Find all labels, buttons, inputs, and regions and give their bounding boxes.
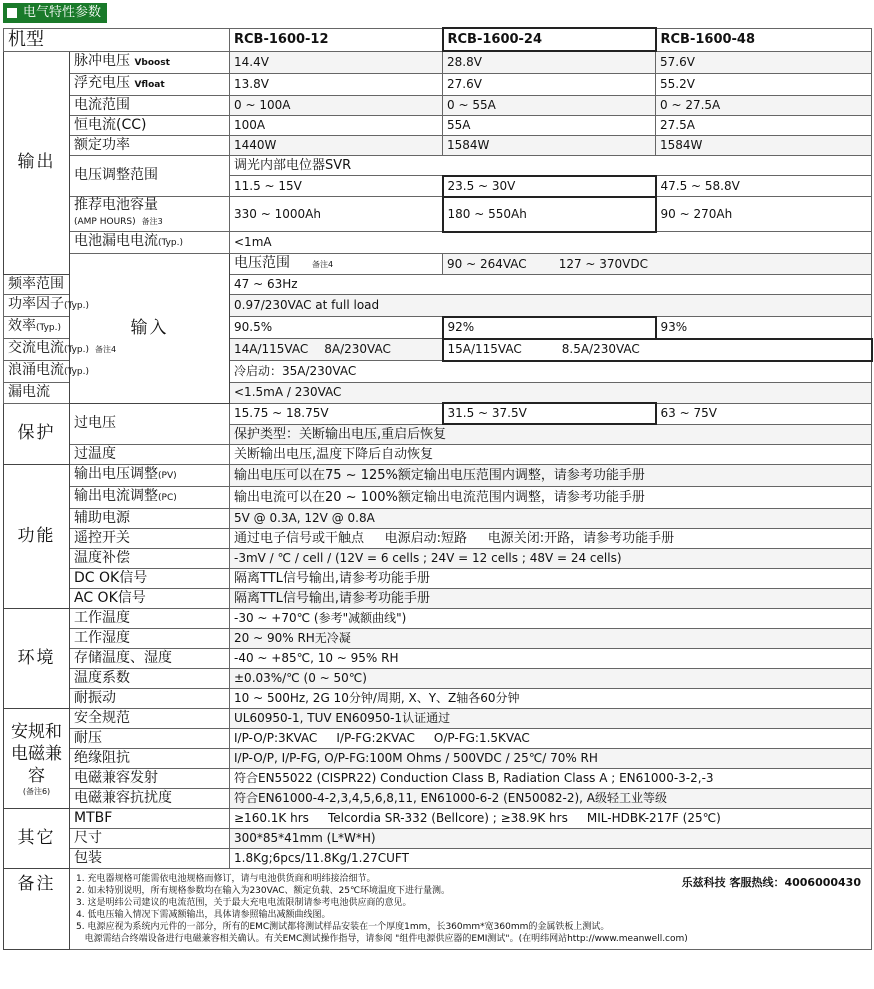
vboost-v3: 57.6V [656, 51, 872, 73]
pv-label: 输出电压调整(PV) [70, 465, 230, 487]
std-label: 安全规范 [70, 709, 230, 729]
in-leak-v: <1.5mA / 230VAC [230, 383, 872, 404]
tempcomp-label: 温度补偿 [70, 549, 230, 569]
vfloat-v3: 55.2V [656, 73, 872, 95]
square-icon [7, 8, 17, 18]
model-1: RCB-1600-12 [230, 28, 443, 51]
crange-v1: 0 ~ 100A [230, 95, 443, 115]
ovp-v1: 15.75 ~ 18.75V [230, 403, 443, 424]
crange-label: 电流范围 [70, 95, 230, 115]
ovp-type: 保护类型：关断输出电压,重启后恢复 [230, 424, 872, 445]
output-category: 输出 [4, 51, 70, 275]
mtbf-label: MTBF [70, 809, 230, 829]
inrush-v: 冷启动：35A/230VAC [230, 361, 872, 383]
hotline: 乐兹科技 客服热线：4006000430 [681, 876, 861, 889]
eff-v2: 92% [443, 317, 656, 339]
environment-category: 环境 [4, 609, 70, 709]
power-v3: 1584W [656, 135, 872, 155]
cc-v2: 55A [443, 115, 656, 135]
eff-v3: 93% [656, 317, 872, 339]
crange-v2: 0 ~ 55A [443, 95, 656, 115]
aux-v: 5V @ 0.3A, 12V @ 0.8A [230, 509, 872, 529]
section-header [3, 3, 107, 23]
dim-label: 尺寸 [70, 829, 230, 849]
note-5: 5. 电源应视为系统内元件的一部分，所有的EMC测试都将测试样品安装在一个厚度1mm，长360mm*宽360mm的金属铁板上测试。 [76, 922, 610, 932]
function-category: 功能 [4, 465, 70, 609]
ovp-label: 过电压 [70, 403, 230, 445]
eff-label: 效率(Typ.) [4, 317, 70, 339]
in-leak-label: 漏电流 [4, 383, 70, 404]
vadj-v2: 23.5 ~ 30V [443, 176, 656, 197]
inrush-label: 浪涌电流(Typ.) [4, 361, 70, 383]
withstand-label: 耐压 [70, 729, 230, 749]
vrange-label: 电压范围 备注4 [230, 254, 443, 275]
otp-v: 关断输出电压,温度下降后自动恢复 [230, 445, 872, 465]
pf-label: 功率因子(Typ.) [4, 295, 70, 317]
coef-v: ±0.03%/℃ (0 ~ 50℃) [230, 669, 872, 689]
note-2: 2. 如未特别说明，所有规格参数均在输入为230VAC、额定负载、25℃环境温度下进行量测。 [76, 886, 451, 896]
ovp-v3: 63 ~ 75V [656, 403, 872, 424]
power-v2: 1584W [443, 135, 656, 155]
notes-block [70, 869, 872, 950]
aux-label: 辅助电源 [70, 509, 230, 529]
vboost-v1: 14.4V [230, 51, 443, 73]
ac-label: 交流电流(Typ.) 备注4 [4, 339, 70, 361]
model-row [4, 28, 872, 51]
batt-label: 推荐电池容量 (AMP HOURS) 备注3 [70, 197, 230, 232]
ems-label: 电磁兼容抗扰度 [70, 789, 230, 809]
pack-label: 包装 [70, 849, 230, 869]
pack-v: 1.8Kg;6pcs/11.8Kg/1.27CUFT [230, 849, 872, 869]
others-category: 其它 [4, 809, 70, 869]
cc-label: 恒电流(CC) [70, 115, 230, 135]
eff-v1: 90.5% [230, 317, 443, 339]
pc-label: 输出电流调整(PC) [70, 487, 230, 509]
emc-v: 符合EN55022 (CISPR22) Conduction Class B, Radiation Class A ; EN61000-3-2,-3 [230, 769, 872, 789]
note-6: 电源需结合终端设备进行电磁兼容相关确认。有关EMC测试操作指导，请参阅 "组件电源供应器的EMI测试"。(在明纬网站http://www.meanwell.com) [76, 934, 688, 944]
vib-v: 10 ~ 500Hz, 2G 10分钟/周期, X、Y、Z轴各60分钟 [230, 689, 872, 709]
batt-v3: 90 ~ 270Ah [656, 197, 872, 232]
ems-v: 符合EN61000-4-2,3,4,5,6,8,11, EN61000-6-2 (EN50082-2), A级轻工业等级 [230, 789, 872, 809]
store-label: 存储温度、湿度 [70, 649, 230, 669]
coef-label: 温度系数 [70, 669, 230, 689]
model-2: RCB-1600-24 [443, 28, 656, 51]
store-v: -40 ~ +85℃, 10 ~ 95% RH [230, 649, 872, 669]
ac-v1: 14A/115VAC 8A/230VAC [230, 339, 443, 361]
mtbf-v: ≥160.1K hrs Telcordia SR-332 (Bellcore) ; ≥38.9K hrs MIL-HDBK-217F (25℃) [230, 809, 872, 829]
freq-label: 频率范围 [4, 275, 70, 295]
acok-label: AC OK信号 [70, 589, 230, 609]
leak-label: 电池漏电电流(Typ.) [70, 232, 230, 254]
dcok-label: DC OK信号 [70, 569, 230, 589]
model-label: 机型 [4, 28, 230, 51]
note-4: 4. 低电压输入情况下需减额输出，具体请参照输出减额曲线图。 [76, 910, 331, 920]
wtemp-v: -30 ~ +70℃ (参考"减额曲线") [230, 609, 872, 629]
batt-v2: 180 ~ 550Ah [443, 197, 656, 232]
safety-category: 安规和电磁兼容 (备注6) [4, 709, 70, 809]
remote-label: 遥控开关 [70, 529, 230, 549]
vfloat-v1: 13.8V [230, 73, 443, 95]
pc-v: 输出电流可以在20 ~ 100%额定输出电流范围内调整，请参考功能手册 [230, 487, 872, 509]
spec-table [3, 27, 872, 950]
iso-label: 绝缘阻抗 [70, 749, 230, 769]
withstand-v: I/P-O/P:3KVAC I/P-FG:2KVAC O/P-FG:1.5KVAC [230, 729, 872, 749]
dim-v: 300*85*41mm (L*W*H) [230, 829, 872, 849]
model-3: RCB-1600-48 [656, 28, 872, 51]
vadj-label: 电压调整范围 [70, 155, 230, 197]
vadj-v1: 11.5 ~ 15V [230, 176, 443, 197]
notes-category: 备注 [4, 869, 70, 950]
freq-v: 47 ~ 63Hz [230, 275, 872, 295]
power-v1: 1440W [230, 135, 443, 155]
wtemp-label: 工作温度 [70, 609, 230, 629]
protection-category: 保护 [4, 403, 70, 465]
vboost-v2: 28.8V [443, 51, 656, 73]
note-3: 3. 这是明纬公司建议的电流范围，关于最大充电电流限制请参考电池供应商的意见。 [76, 898, 412, 908]
remote-v: 通过电子信号或干触点 电源启动:短路 电源关闭:开路，请参考功能手册 [230, 529, 872, 549]
power-label: 额定功率 [70, 135, 230, 155]
vfloat-v2: 27.6V [443, 73, 656, 95]
ovp-v2: 31.5 ~ 37.5V [443, 403, 656, 424]
note-1: 1. 充电器规格可能需依电池规格而修订，请与电池供货商和明纬接洽细节。 [76, 874, 376, 884]
emc-label: 电磁兼容发射 [70, 769, 230, 789]
tempcomp-v: -3mV / ℃ / cell / (12V = 6 cells ; 24V = 12 cells ; 48V = 24 cells) [230, 549, 872, 569]
acok-v: 隔离TTL信号输出,请参考功能手册 [230, 589, 872, 609]
dcok-v: 隔离TTL信号输出,请参考功能手册 [230, 569, 872, 589]
vadj-note: 调光内部电位器SVR [230, 155, 872, 176]
section-title: 电气特性参数 [23, 5, 102, 20]
otp-label: 过温度 [70, 445, 230, 465]
vboost-label: 脉冲电压 Vboost [70, 51, 230, 73]
vadj-v3: 47.5 ~ 58.8V [656, 176, 872, 197]
batt-v1: 330 ~ 1000Ah [230, 197, 443, 232]
vrange-v: 90 ~ 264VAC 127 ~ 370VDC [443, 254, 872, 275]
vfloat-label: 浮充电压 Vfloat [70, 73, 230, 95]
ac-v2: 15A/115VAC 8.5A/230VAC [443, 339, 872, 361]
iso-v: I/P-O/P, I/P-FG, O/P-FG:100M Ohms / 500VDC / 25℃/ 70% RH [230, 749, 872, 769]
std-v: UL60950-1, TUV EN60950-1认证通过 [230, 709, 872, 729]
whum-v: 20 ~ 90% RH无冷凝 [230, 629, 872, 649]
cc-v1: 100A [230, 115, 443, 135]
crange-v3: 0 ~ 27.5A [656, 95, 872, 115]
input-category: 输入 [70, 254, 230, 404]
vib-label: 耐振动 [70, 689, 230, 709]
cc-v3: 27.5A [656, 115, 872, 135]
whum-label: 工作湿度 [70, 629, 230, 649]
pv-v: 输出电压可以在75 ~ 125%额定输出电压范围内调整，请参考功能手册 [230, 465, 872, 487]
leak-v: <1mA [230, 232, 872, 254]
pf-v: 0.97/230VAC at full load [230, 295, 872, 317]
